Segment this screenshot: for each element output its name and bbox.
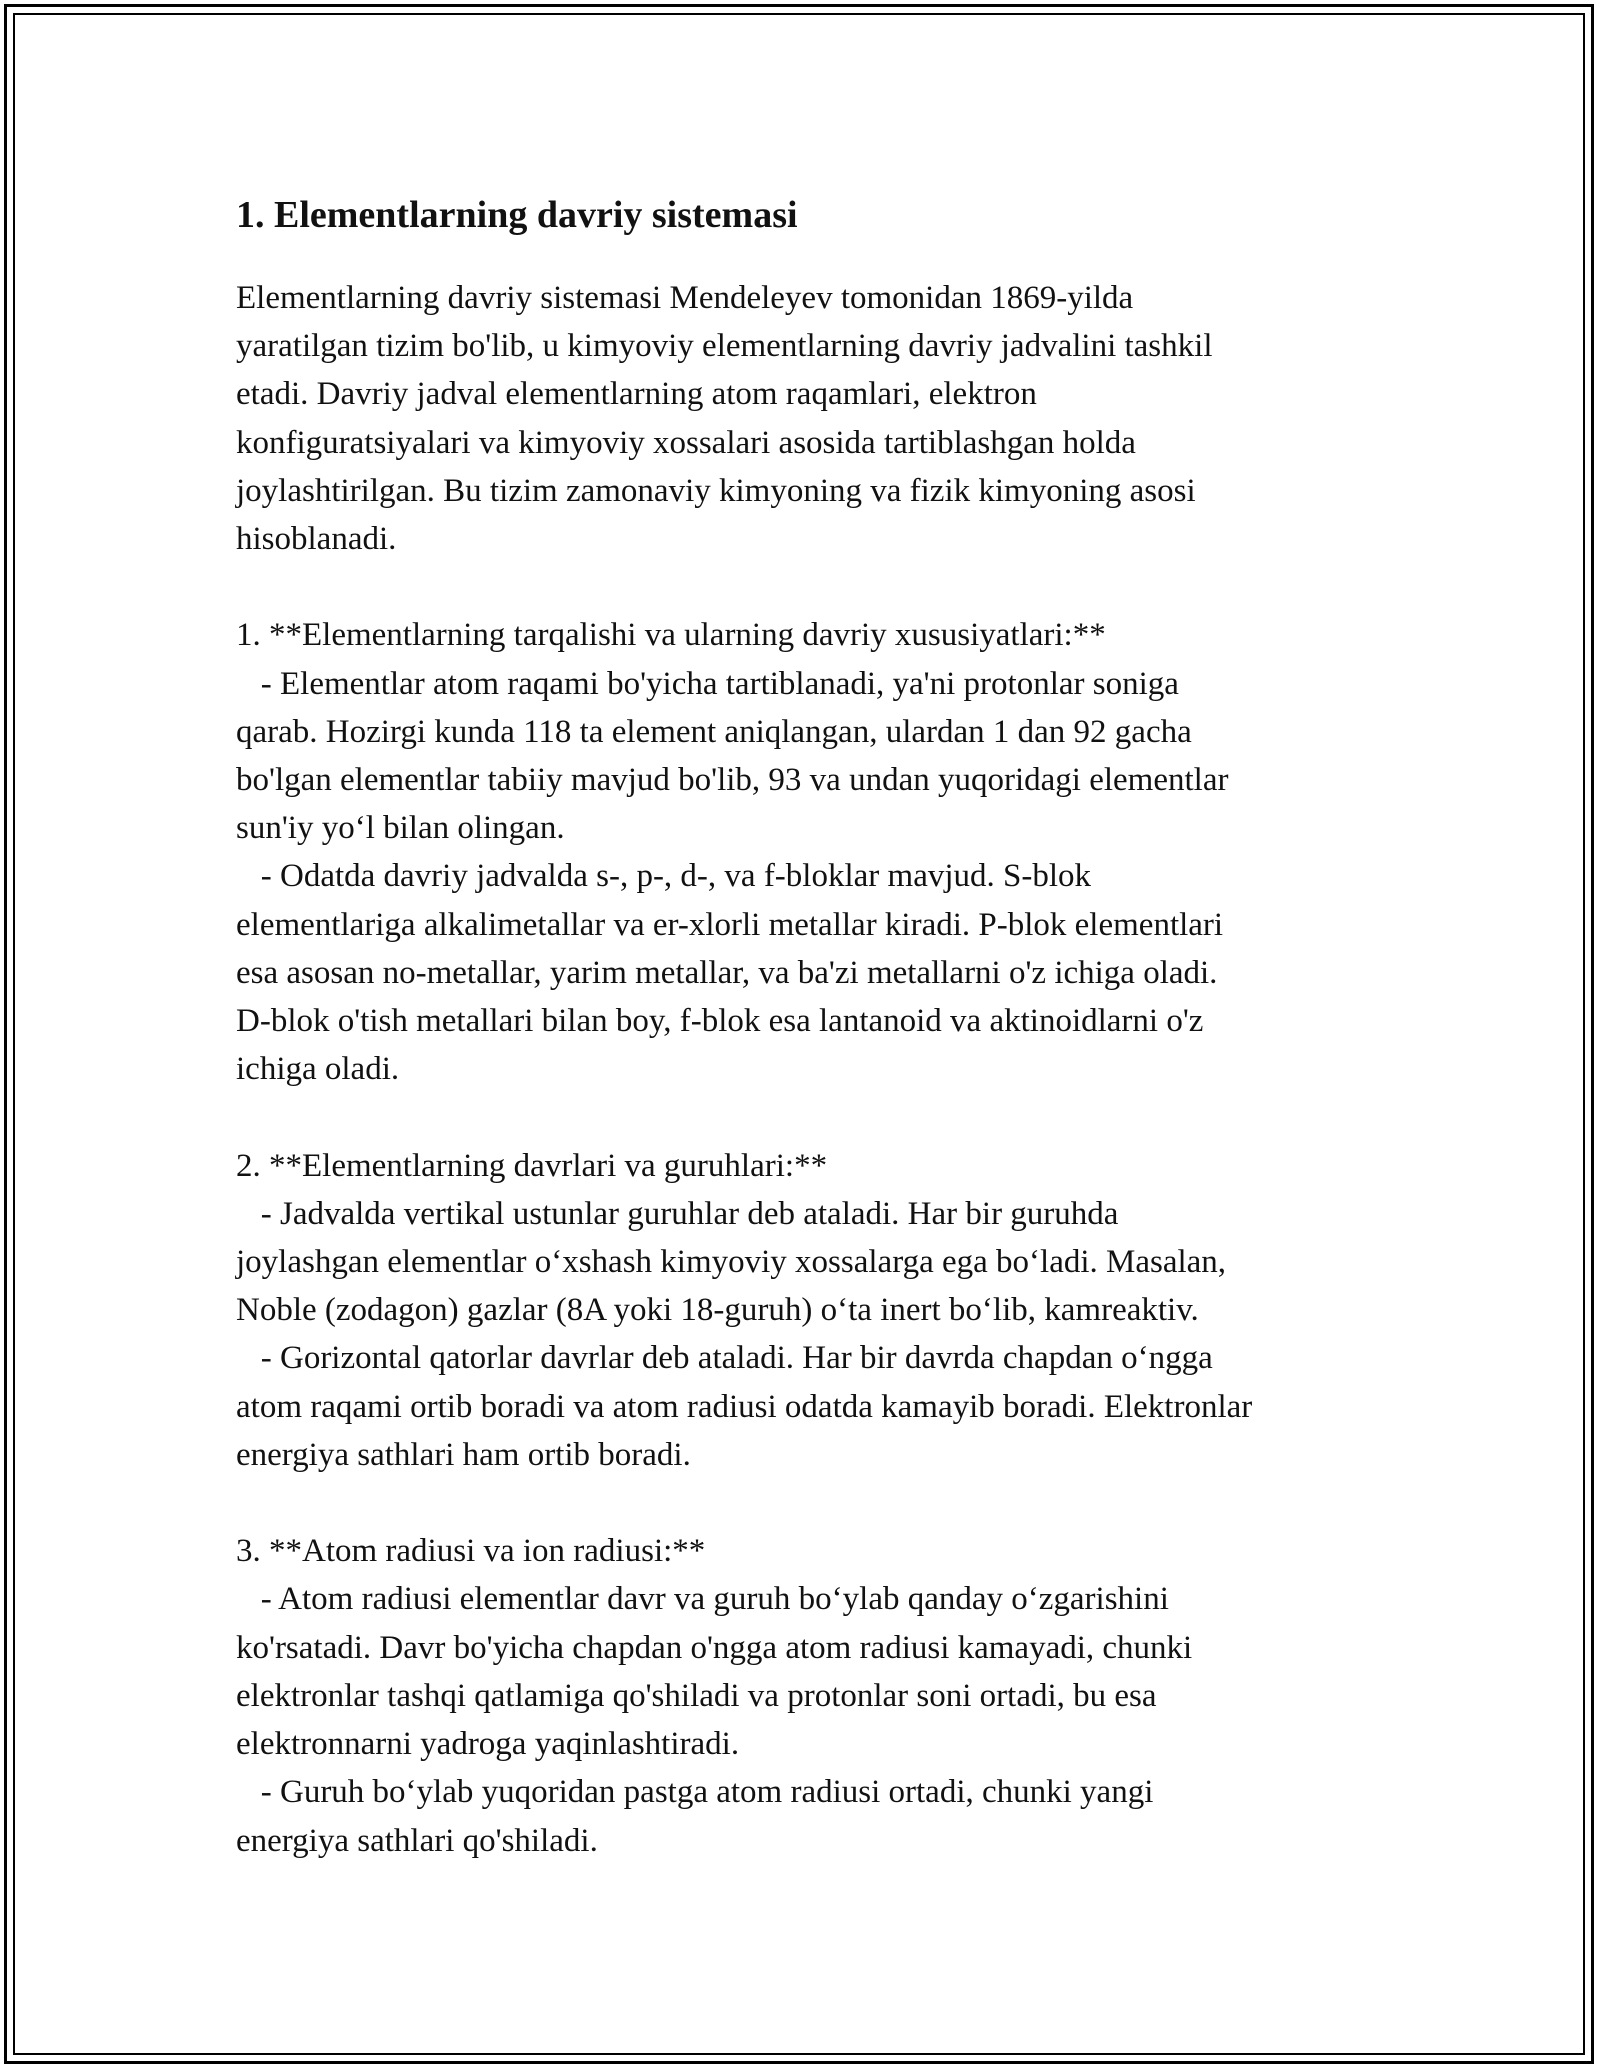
document-body-text: Elementlarning davriy sistemasi Mendeleyev tomonidan 1869-yilda yaratilgan tizim bo'lib, u kimyoviy elementlarning davriy jadvalini tashkil etadi. Davriy jadval elementlarning atom raqamlari, elektron konfiguratsiyalari va kimyoviy xossalari asosida tartiblashgan holda joylashtirilgan. Bu tizim zamonaviy kimyoning va fizik kimyoning asosi hisoblanadi. 1. **Elementlarning tarqalishi va ularning davriy xususiyatlari:** - Elementlar atom raqami bo'yicha tartiblanadi, ya'ni protonlar soniga qarab. Hozirgi kunda 118 ta element aniqlangan, ulardan 1 dan 92 gacha bo'lgan elementlar tabiiy mavjud bo'lib, 93 va undan yuqoridagi elementlar sun'iy yo‘l bilan olingan. - Odatda davriy jadvalda s-, p-, d-, va f-bloklar mavjud. S-blok elementlariga alkalimetallar va er-xlorli metallar kiradi. P-blok elementlari esa asosan no-metallar, yarim metallar, va ba'zi metallarni o'z ichiga oladi. D-blok o'tish metallari bilan boy, f-blok esa lantanoid va aktinoidlarni o'z ichiga oladi. 2. **Elementlarning davrlari va guruhlari:** - Jadvalda vertikal ustunlar guruhlar deb ataladi. Har bir guruhda joylashgan elementlar o‘xshash kimyoviy xossalarga ega bo‘ladi. Masalan, Noble (zodagon) gazlar (8A yoki 18-guruh) o‘ta inert bo‘lib, kamreaktiv. - Gorizontal qatorlar davrlar deb ataladi. Har bir davrda chapdan o‘ngga atom raqami ortib boradi va atom radiusi odatda kamayib boradi. Elektronlar energiya sathlari ham ortib boradi. 3. **Atom radiusi va ion radiusi:** - Atom radiusi elementlar davr va guruh bo‘ylab qanday o‘zgarishini ko'rsatadi. Davr bo'yicha chapdan o'ngga atom radiusi kamayadi, chunki elektronlar tashqi qatlamiga qo'shiladi va protonlar soni ortadi, bu esa elektronnarni yadroga yaqinlashtiradi. - Guruh bo‘ylab yuqoridan pastga atom radiusi ortadi, chunki yangi energiya sathlari qo'shiladi. — [236, 280, 1253, 1859]
document-heading: 1. Elementlarning davriy sistemasi — [236, 194, 798, 236]
document-content — [236, 186, 1386, 1865]
